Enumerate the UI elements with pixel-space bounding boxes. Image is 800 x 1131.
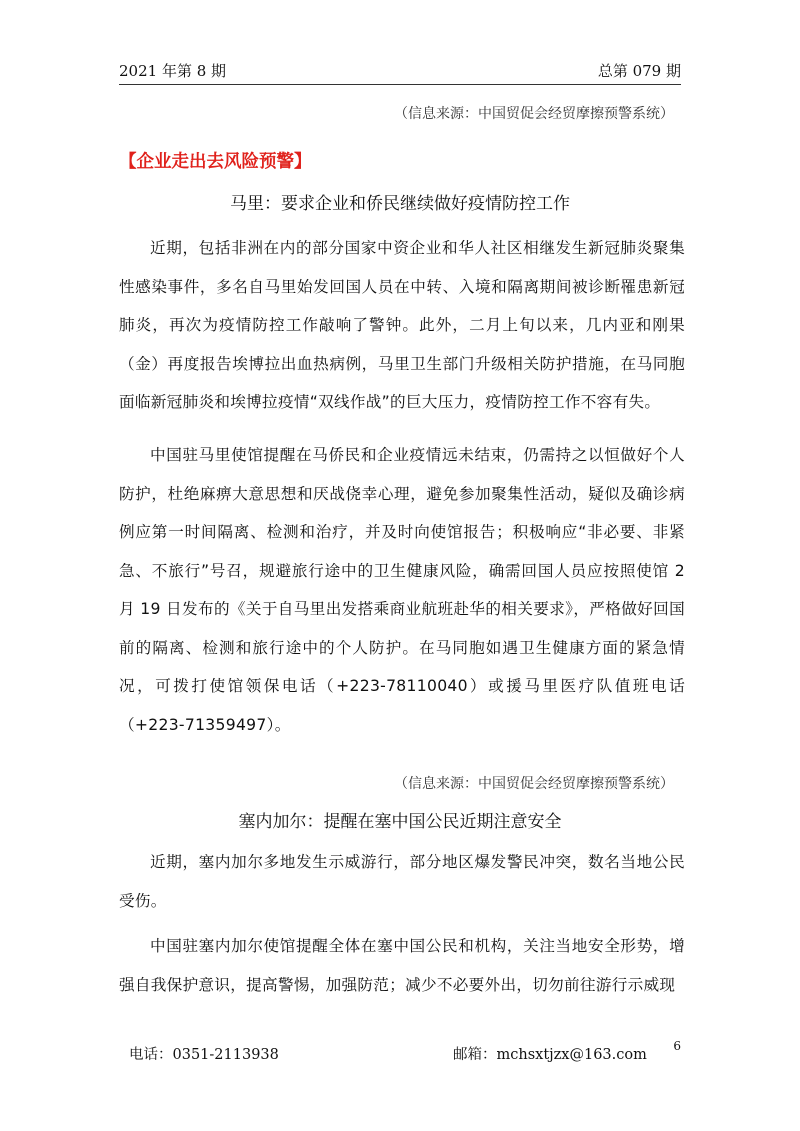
footer-phone: 电话：0351-2113938 xyxy=(129,1047,279,1063)
article-paragraph: 近期，包括非洲在内的部分国家中资企业和华人社区相继发生新冠肺炎聚集性感染事件，多名自马里始发回国人员在中转、入境和隔离期间被诊断罹患新冠肺炎，再次为疫情防控工作敲响了警钟。此外，二月上旬以来，几内亚和刚果（金）再度报告埃博拉出血热病例，马里卫生部门升级相关防护措施，在马同胞面临新冠肺炎和埃博拉疫情“双线作战”的巨大压力，疫情防控工作不容有失。 xyxy=(119,239,685,411)
source-note-top: （信息来源：中国贸促会经贸摩擦预警系统） xyxy=(394,106,674,122)
section-heading: 【企业走出去风险预警】 xyxy=(119,152,312,172)
article-title-senegal: 塞内加尔：提醒在塞中国公民近期注意安全 xyxy=(238,812,562,832)
serial-label: 总第 079 期 xyxy=(597,62,681,80)
article-paragraph: 中国驻马里使馆提醒在马侨民和企业疫情远未结束，仍需持之以恒做好个人防护，杜绝麻痹大意思想和厌战侥幸心理，避免参加聚集性活动，疑似及确诊病例应第一时间隔离、检测和治疗，并及时向使馆报告；积极响应“非必要、非紧急、不旅行”号召，规避旅行途中的卫生健康风险，确需回国人员应按照使馆 2 月 19 日发布的《关于自马里出发搭乘商业航班赴华的相关要求》，严格做好回国前的隔离、检测和旅行途中的个人防护。在马同胞如遇卫生健康方面的紧急情况，可拨打使馆领保电话（+223-78110040）或援马里医疗队值班电话（+223-71359497）。 xyxy=(119,446,685,734)
article-paragraph: 中国驻塞内加尔使馆提醒全体在塞中国公民和机构，关注当地安全形势，增强自我保护意识，提高警惕，加强防范；减少不必要外出，切勿前往游行示威现 xyxy=(119,937,685,994)
article-title-mali: 马里：要求企业和侨民继续做好疫情防控工作 xyxy=(230,194,570,214)
source-note-mali: （信息来源：中国贸促会经贸摩擦预警系统） xyxy=(394,776,674,792)
page-header xyxy=(119,58,681,85)
issue-label: 2021 年第 8 期 xyxy=(119,62,227,80)
article-paragraph: 近期，塞内加尔多地发生示威游行，部分地区爆发警民冲突，数名当地公民受伤。 xyxy=(119,853,685,910)
page-number: 6 xyxy=(673,1039,681,1053)
footer-email: 邮箱：mchsxtjzx@163.com xyxy=(453,1047,647,1063)
page-footer xyxy=(119,1039,685,1067)
